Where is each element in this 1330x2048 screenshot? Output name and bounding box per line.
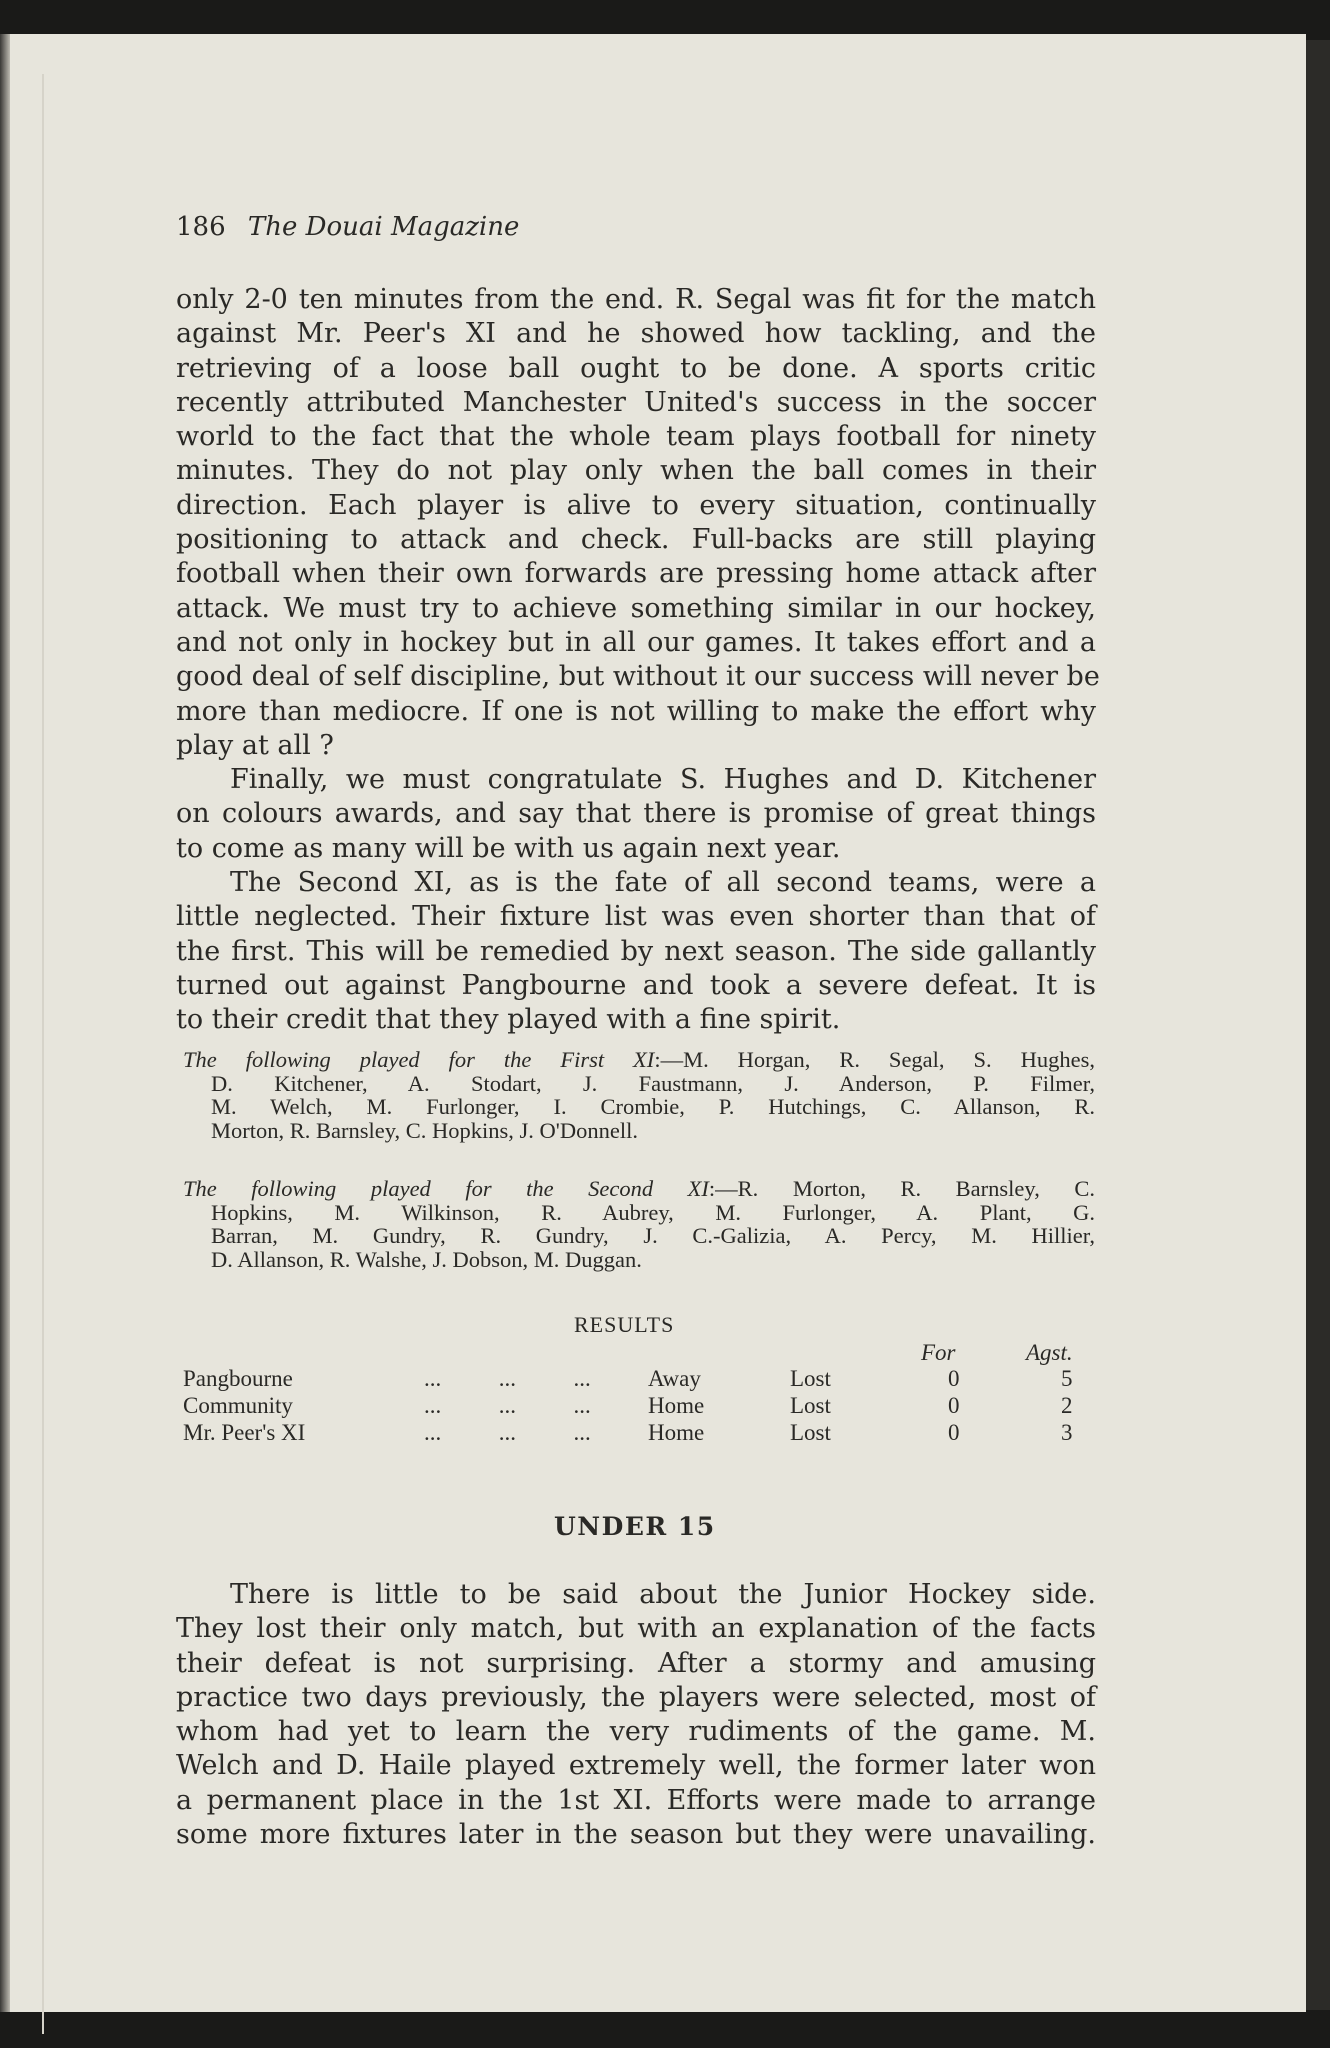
venue-cell: Home [648,1420,705,1445]
book-edge [1306,40,1330,2010]
roster-label: The following played for the Second XI [183,1176,709,1201]
roster-line [183,1048,1095,1072]
text-line: practice two days previously, the players were selected, most of [176,1681,1096,1713]
first-xi-list [183,1048,1095,1142]
roster-line: Morton, R. Barnsley, C. Hopkins, J. O'Donnell. [211,1117,638,1143]
text-line: to come as many will be with us again next year. [176,832,841,864]
roster-names: :—R. Morton, R. Barnsley, C. [708,1176,1095,1201]
result-cell: Lost [790,1366,831,1391]
text-line: attack. We must try to achieve something similar in our hockey, [176,592,1096,624]
result-cell: Lost [790,1393,831,1418]
result-cell: Lost [790,1420,831,1445]
roster-line: M. Welch, M. Furlonger, I. Crombie, P. Hutchings, C. Allanson, R. [211,1094,1095,1119]
results-heading: RESULTS [574,1312,675,1337]
opponent-cell: Pangbourne [183,1366,293,1391]
text-line: minutes. They do not play only when the ball comes in their [176,455,1096,487]
page-edge [0,34,10,2012]
text-line: retrieving of a loose ball ought to be done. A sports critic [176,352,1096,384]
text-line: and not only in hockey but in all our games. It takes effort and a [176,626,1096,658]
text-line: turned out against Pangbourne and took a severe defeat. It is [176,969,1096,1001]
opponent-cell: Community [183,1393,293,1418]
text-line: positioning to attack and check. Full-backs are still playing [176,524,1096,556]
second-xi-list [183,1177,1095,1271]
leader-dots: ... ... ... [424,1420,591,1445]
page-number: 186 [176,212,226,242]
text-line: direction. Each player is alive to every situation, continually [176,489,1096,521]
text-line: against Mr. Peer's XI and he showed how tackling, and the [176,318,1096,350]
leader-dots: ... ... ... [424,1393,591,1418]
roster-line: D. Kitchener, A. Stodart, J. Faustmann, J. Anderson, P. Filmer, [211,1070,1095,1096]
running-header [176,212,519,242]
roster-line: Barran, M. Gundry, R. Gundry, J. C.-Galizia, A. Percy, M. Hillier, [211,1223,1095,1248]
agst-cell: 2 [1061,1393,1073,1418]
for-cell: 0 [948,1420,960,1445]
text-line: They lost their only match, but with an explanation of the facts [176,1613,1096,1645]
text-line: only 2-0 ten minutes from the end. R. Segal was fit for the match [176,284,1096,315]
text-line: their defeat is not surprising. After a stormy and amusing [176,1647,1096,1679]
col-for-header: For [921,1340,956,1365]
roster-line: Hopkins, M. Wilkinson, R. Aubrey, M. Furlonger, A. Plant, G. [211,1199,1095,1225]
text-line: on colours awards, and say that there is promise of great things [176,798,1096,830]
text-line: little neglected. Their fixture list was even shorter than that of [176,901,1096,933]
leader-dots: ... ... ... [424,1366,591,1391]
text-line: football when their own forwards are pressing home attack after [176,558,1096,590]
text-line: recently attributed Manchester United's success in the soccer [176,386,1096,418]
magazine-title: The Douai Magazine [247,212,520,242]
text-line: world to the fact that the whole team plays football for ninety [176,421,1096,453]
text-line: the first. This will be remedied by next season. The side gallantly [176,935,1096,967]
text-line: more than mediocre. If one is not willing to make the effort why [176,695,1096,727]
text-line: Finally, we must congratulate S. Hughes and D. Kitchener [230,764,1096,796]
text-line: The Second XI, as is the fate of all second teams, were a [230,867,1096,899]
gutter-line [42,74,44,2034]
agst-cell: 3 [1061,1420,1073,1445]
body-text [176,283,1100,1038]
for-cell: 0 [948,1393,960,1418]
opponent-cell: Mr. Peer's XI [183,1420,306,1445]
text-line: Welch and D. Haile played extremely well, the former later won [176,1750,1096,1782]
for-cell: 0 [948,1366,960,1391]
venue-cell: Away [648,1366,701,1391]
col-agst-header: Agst. [1026,1340,1073,1365]
roster-line: D. Allanson, R. Walshe, J. Dobson, M. Duggan. [211,1246,642,1272]
text-line: to their credit that they played with a fine spirit. [176,1004,841,1036]
text-line: a permanent place in the 1st XI. Efforts were made to arrange [176,1784,1096,1816]
roster-line [183,1177,1095,1201]
text-line: There is little to be said about the Junior Hockey side. [230,1579,1096,1610]
text-line: whom had yet to learn the very rudiments of the game. M. [176,1716,1096,1748]
text-line: some more fixtures later in the season but they were unavailing. [176,1819,1096,1851]
roster-label: The following played for the First XI [183,1047,655,1072]
text-line: play at all ? [176,729,334,761]
venue-cell: Home [648,1393,705,1418]
under-15-heading: UNDER 15 [554,1512,716,1541]
text-line: good deal of self discipline, but without it our success will never be [176,661,1100,693]
under-15-text [176,1578,1096,1852]
agst-cell: 5 [1061,1366,1073,1391]
roster-names: :—M. Horgan, R. Segal, S. Hughes, [654,1047,1095,1072]
